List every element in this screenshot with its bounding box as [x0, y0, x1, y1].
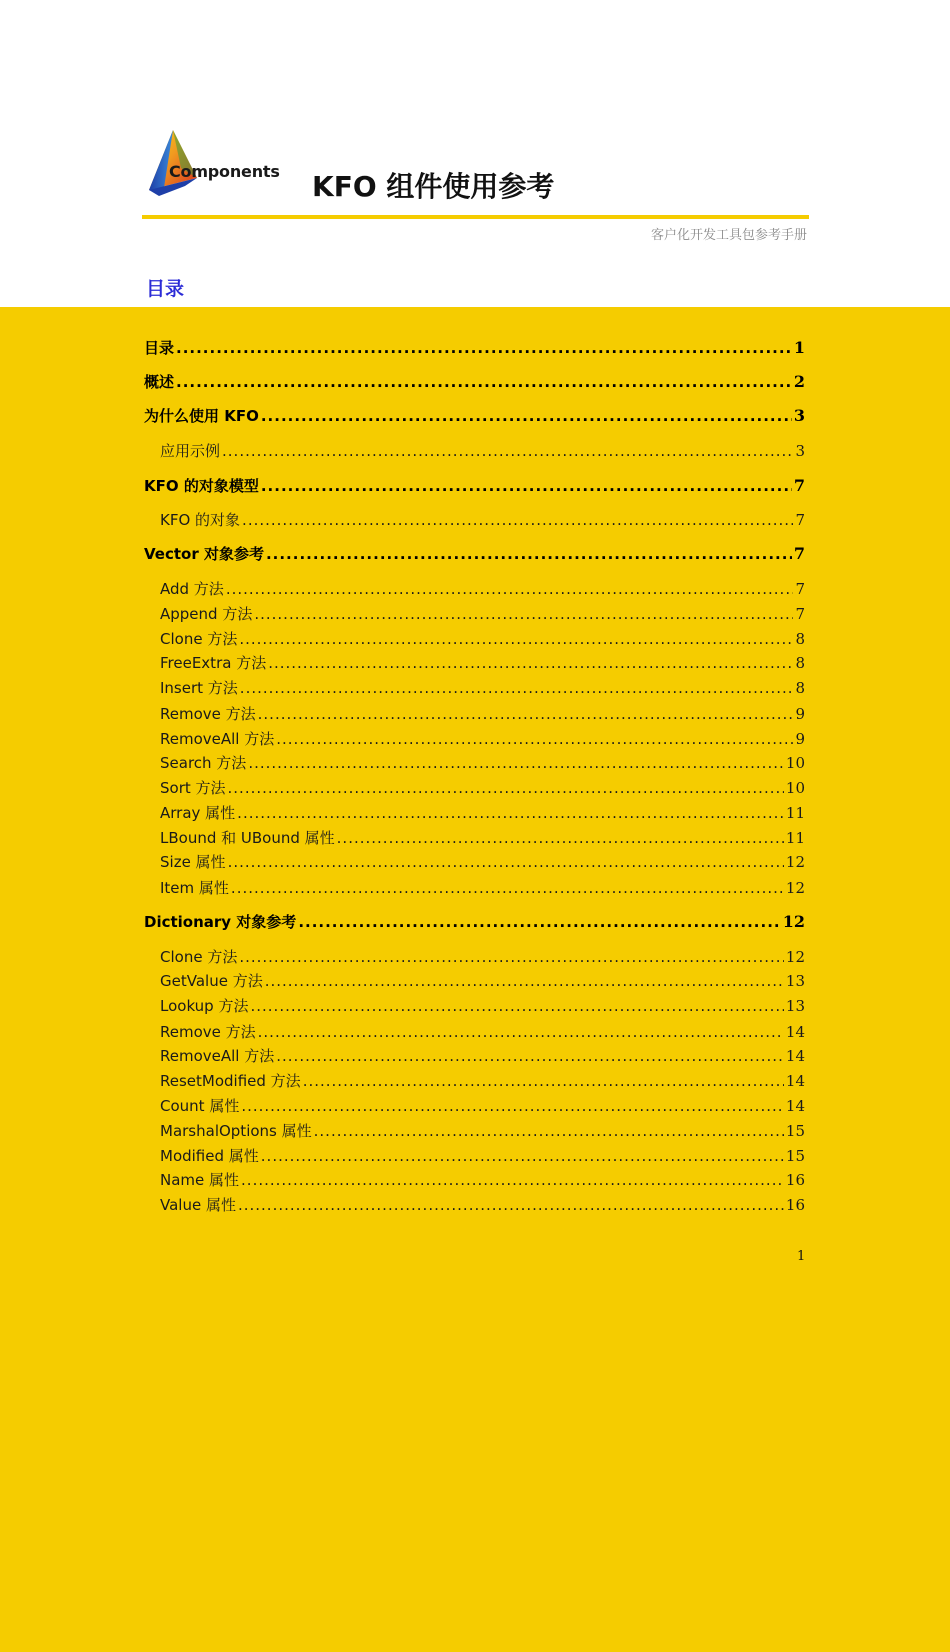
toc-entry-title: RemoveAll 方法: [160, 730, 275, 748]
toc-heading: 目录: [146, 278, 185, 300]
toc-dot-leader: [261, 477, 792, 495]
toc-entry-title: 应用示例: [160, 442, 221, 460]
toc-entry-title: Size 属性: [160, 853, 226, 871]
toc-entry-page: 1: [793, 338, 805, 357]
toc-entry-section[interactable]: [160, 752, 805, 773]
toc-entry-chapter[interactable]: [144, 475, 805, 496]
toc-entry-section[interactable]: [160, 1120, 805, 1141]
toc-entry-title: 为什么使用 KFO: [144, 407, 259, 425]
toc-entry-title: Clone 方法: [160, 630, 238, 648]
toc-entry-page: 3: [793, 406, 805, 425]
toc-entry-page: 14: [785, 1072, 805, 1090]
toc-entry-section[interactable]: [160, 802, 805, 823]
toc-entry-section[interactable]: [160, 777, 805, 798]
toc-entry-page: 14: [785, 1047, 805, 1065]
toc-entry-section[interactable]: [160, 1194, 805, 1215]
toc-dot-leader: [242, 511, 793, 529]
toc-entry-section[interactable]: [160, 628, 805, 649]
toc-entry-title: Sort 方法: [160, 779, 226, 797]
toc-entry-section[interactable]: [160, 1070, 805, 1091]
toc-entry-page: 7: [795, 605, 805, 623]
toc-dot-leader: [266, 545, 792, 563]
logo-text: Components: [169, 162, 280, 181]
toc-dot-leader: [241, 1097, 784, 1115]
toc-entry-page: 12: [785, 948, 805, 966]
document-subtitle: 客户化开发工具包参考手册: [650, 228, 807, 243]
toc-entry-section[interactable]: [160, 652, 805, 673]
toc-entry-page: 7: [793, 544, 805, 563]
toc-entry-page: 10: [785, 779, 805, 797]
toc-dot-leader: [238, 1196, 784, 1214]
toc-entry-title: 目录: [144, 339, 175, 357]
toc-entry-page: 12: [785, 879, 805, 897]
toc-entry-page: 11: [785, 804, 805, 822]
toc-dot-leader: [241, 1171, 784, 1189]
toc-entry-title: Name 属性: [160, 1171, 240, 1189]
toc-entry-chapter[interactable]: [144, 337, 805, 358]
toc-entry-page: 9: [795, 705, 805, 723]
toc-entry-section[interactable]: [160, 509, 805, 530]
toc-entry-title: Clone 方法: [160, 948, 238, 966]
toc-entry-section[interactable]: [160, 946, 805, 967]
toc-dot-leader: [314, 1122, 784, 1140]
toc-dot-leader: [261, 407, 792, 425]
toc-dot-leader: [303, 1072, 784, 1090]
toc-entry-page: 13: [785, 997, 805, 1015]
toc-entry-section[interactable]: [160, 970, 805, 991]
toc-entry-title: KFO 的对象模型: [144, 477, 259, 495]
toc-entry-chapter[interactable]: [144, 911, 805, 932]
toc-entry-title: Add 方法: [160, 580, 224, 598]
toc-entry-section[interactable]: [160, 603, 805, 624]
toc-entry-page: 15: [785, 1122, 805, 1140]
toc-entry-title: Vector 对象参考: [144, 545, 264, 563]
toc-entry-title: Item 属性: [160, 879, 229, 897]
toc-dot-leader: [228, 779, 784, 797]
toc-entry-page: 7: [795, 511, 805, 529]
toc-entry-title: ResetModified 方法: [160, 1072, 301, 1090]
toc-entry-page: 8: [795, 679, 805, 697]
toc-entry-page: 2: [793, 372, 805, 391]
page-number: 1: [797, 1249, 806, 1264]
toc-dot-leader: [176, 339, 792, 357]
toc-entry-page: 9: [795, 730, 805, 748]
toc-entry-page: 14: [785, 1097, 805, 1115]
toc-dot-leader: [276, 1047, 784, 1065]
toc-entry-page: 14: [785, 1023, 805, 1041]
toc-entry-title: KFO 的对象: [160, 511, 241, 529]
toc-entry-page: 16: [785, 1196, 805, 1214]
document-title: KFO 组件使用参考: [312, 170, 555, 203]
toc-entry-page: 11: [785, 829, 805, 847]
toc-entry-section[interactable]: [160, 703, 805, 724]
toc-dot-leader: [254, 605, 793, 623]
toc-entry-title: Value 属性: [160, 1196, 236, 1214]
toc-entry-title: Insert 方法: [160, 679, 238, 697]
toc-entry-section[interactable]: [160, 677, 805, 698]
toc-entry-title: Count 属性: [160, 1097, 240, 1115]
toc-entry-section[interactable]: [160, 1169, 805, 1190]
toc-entry-page: 16: [785, 1171, 805, 1189]
toc-entry-section[interactable]: [160, 728, 805, 749]
toc-entry-page: 7: [795, 580, 805, 598]
toc-entry-page: 8: [795, 630, 805, 648]
toc-dot-leader: [298, 913, 780, 931]
toc-entry-title: Append 方法: [160, 605, 253, 623]
toc-entry-section[interactable]: [160, 1021, 805, 1042]
toc-entry-title: Remove 方法: [160, 1023, 256, 1041]
toc-entry-title: RemoveAll 方法: [160, 1047, 275, 1065]
toc-entry-section[interactable]: [160, 1095, 805, 1116]
toc-entry-page: 7: [793, 476, 805, 495]
toc-dot-leader: [337, 829, 784, 847]
toc-entry-title: LBound 和 UBound 属性: [160, 829, 335, 847]
toc-entry-title: Remove 方法: [160, 705, 256, 723]
toc-dot-leader: [239, 630, 793, 648]
toc-entry-title: Array 属性: [160, 804, 236, 822]
toc-dot-leader: [226, 580, 794, 598]
toc-entry-section[interactable]: [160, 877, 805, 898]
toc-dot-leader: [248, 754, 784, 772]
toc-dot-leader: [250, 997, 783, 1015]
toc-dot-leader: [268, 654, 793, 672]
toc-dot-leader: [239, 948, 784, 966]
toc-entry-section[interactable]: [160, 578, 805, 599]
toc-dot-leader: [228, 853, 784, 871]
toc-entry-page: 13: [785, 972, 805, 990]
toc-dot-leader: [237, 804, 784, 822]
toc-entry-page: 8: [795, 654, 805, 672]
toc-entry-chapter[interactable]: [144, 371, 805, 392]
toc-entry-title: Lookup 方法: [160, 997, 249, 1015]
toc-entry-page: 15: [785, 1147, 805, 1165]
toc-dot-leader: [258, 1023, 784, 1041]
toc-entry-page: 3: [795, 442, 805, 460]
toc-entry-title: Dictionary 对象参考: [144, 913, 297, 931]
toc-entry-title: GetValue 方法: [160, 972, 263, 990]
toc-entry-title: MarshalOptions 属性: [160, 1122, 312, 1140]
toc-dot-leader: [176, 373, 792, 391]
toc-entry-section[interactable]: [160, 851, 805, 872]
toc-dot-leader: [240, 679, 794, 697]
toc-entry-section[interactable]: [160, 827, 805, 848]
toc-entry-page: 12: [782, 912, 805, 931]
toc-dot-leader: [261, 1147, 784, 1165]
toc-entry-title: 概述: [144, 373, 175, 391]
toc-entry-section[interactable]: [160, 1045, 805, 1066]
toc-dot-leader: [231, 879, 784, 897]
toc-dot-leader: [258, 705, 794, 723]
toc-entry-page: 10: [785, 754, 805, 772]
toc-entry-section[interactable]: [160, 995, 805, 1016]
toc-entry-chapter[interactable]: [144, 543, 805, 564]
toc-entry-section[interactable]: [160, 1145, 805, 1166]
toc-entry-chapter[interactable]: [144, 405, 805, 426]
toc-entry-title: Search 方法: [160, 754, 247, 772]
toc-dot-leader: [276, 730, 793, 748]
toc-entry-page: 12: [785, 853, 805, 871]
toc-entry-section[interactable]: [160, 440, 805, 461]
toc-entry-title: FreeExtra 方法: [160, 654, 267, 672]
toc-entry-title: Modified 属性: [160, 1147, 259, 1165]
toc-dot-leader: [265, 972, 784, 990]
toc-dot-leader: [222, 442, 793, 460]
